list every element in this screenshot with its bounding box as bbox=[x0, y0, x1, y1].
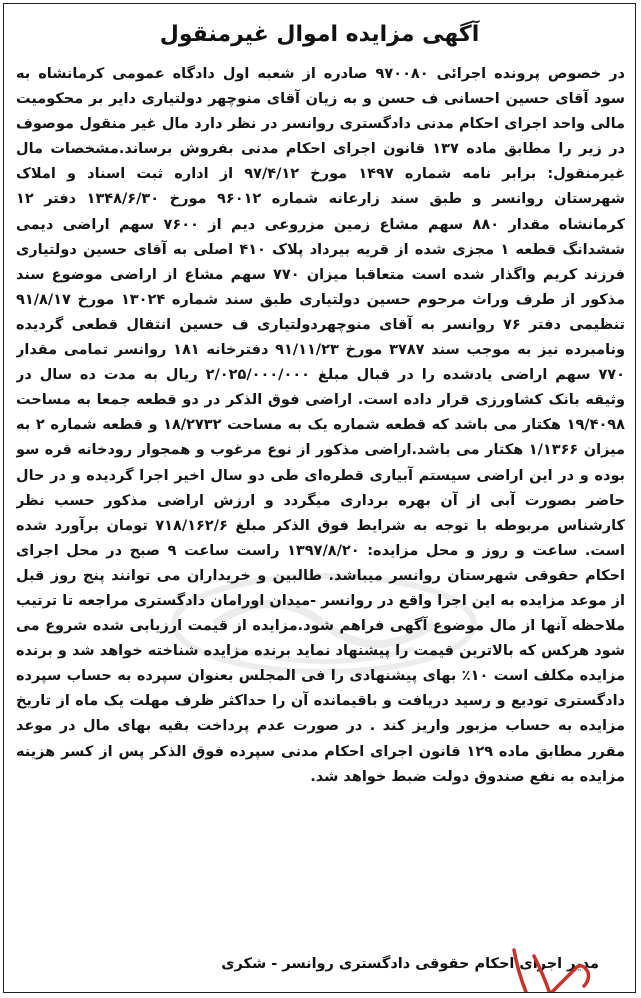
notice-title: آگهی مزایده اموال غیرمنقول bbox=[159, 22, 480, 47]
notice-frame bbox=[3, 3, 636, 993]
notice-body: در خصوص پرونده اجرائی ۹۷۰۰۸۰ صادره از شعبه اول دادگاه عمومی کرمانشاه به سود آقای حسین احسانی ف حسن و به زیان آقای منوچهر دولتیاری دایر بر محکومیت مالی واحد اجرای احکام مدنی دادگستری روانسر در نظر دارد مال غیر منقول موصوف در زیر را مطابق ماده ۱۳۷ قانون اجرای احکام مدنی بفروش برساند.مشخصات مال غیرمنقول: برابر نامه شماره ۱۴۹۷ مورخ ۹۷/۴/۱۲ از اداره ثبت اسناد و املاک شهرستان روانسر و طبق سند زارعانه شماره ۹۶۰۱۲ مورخ ۱۳۴۸/۶/۳۰ دفتر ۱۲ کرمانشاه مقدار ۸۸۰ سهم مشاع زمین مزروعی دیم از ۷۶۰۰ سهم اراضی دیمی ششدانگ قطعه ۱ مجزی شده از قریه بیرداد پلاک ۴۱۰ اصلی به آقای حسین دولتیاری فرزند کریم واگذار شده است متعاقبا میزان ۷۷۰ سهم مشاع از اراضی موضوع سند مذکور از طرف وراث مرحوم حسین دولتیاری طبق سند شماره ۱۳۰۲۴ مورخ ۹۱/۸/۱۷ تنظیمی دفتر ۷۶ روانسر به آقای منوچهردولتیاری ف حسین انتقال قطعی گردیده ونامبرده نیز به موجب سند ۳۷۸۷ مورخ ۹۱/۱۱/۲۳ دفترخانه ۱۸۱ روانسر تمامی مقدار ۷۷۰ سهم اراضی یادشده را در قبال مبلغ ۲/۰۲۵/۰۰۰/۰۰۰ ریال به مدت ده سال در وثیقه بانک کشاورزی قرار داده است. اراضی فوق الذکر در دو قطعه جمعا به مساحت ۱۹/۴۰۹۸ هکتار می باشد که قطعه شماره یک به مساحت ۱۸/۲۷۳۲ و قطعه شماره ۲ به میزان ۱/۱۳۶۶ هکتار می باشد.اراضی مذکور از نوع مرغوب و همجوار رودخانه قره سو بوده و در این اراضی سیستم آبیاری قطره‌ای طی دو سال اخیر اجرا گردیده و در حال حاضر بصورت آبی از آن بهره برداری میگردد و ارزش اراضی مذکور حسب نظر کارشناس مربوطه با توجه به شرایط فوق الذکر مبلغ ۷۱۸/۱۶۲/۶ تومان برآورد شده است. ساعت و روز و محل مزایده: ۱۳۹۷/۸/۲۰ راست ساعت ۹ صبح در محل اجرای احکام حقوقی شهرستان روانسر میباشد. طالبین و خریداران می توانند پنج روز قبل از موعد مزایده به این اجرا واقع در روانسر -میدان اورامان دادگستری مراجعه تا ترتیب ملاحظه آنها از مال موضوع آگهی فراهم شود.مزایده از قیمت ارزیابی شده شروع می شود هرکس که بالاترین قیمت را پیشنهاد نماید برنده مزایده شناخته خواهد شد و برنده مزایده مکلف است ۱۰٪ بهای پیشنهادی را فی المجلس بعنوان سپرده به حساب سپرده دادگستری توديع و رسید دریافت و باقیمانده آن را حداکثر ظرف مهلت یک ماه از تاریخ مزایده به حساب مزبور واریز کند . در صورت عدم پرداخت بقیه بهای مال در موعد مقرر مطابق ماده ۱۲۹ قانون اجرای احکام مدنی سپرده فوق الذکر پس از کسر هزینه مزایده به نفع صندوق دولت ضبط خواهد شد. bbox=[16, 66, 625, 785]
notice-signature: مدیر اجرای احکام حقوقی دادگستری روانسر - شکری bbox=[221, 956, 599, 972]
